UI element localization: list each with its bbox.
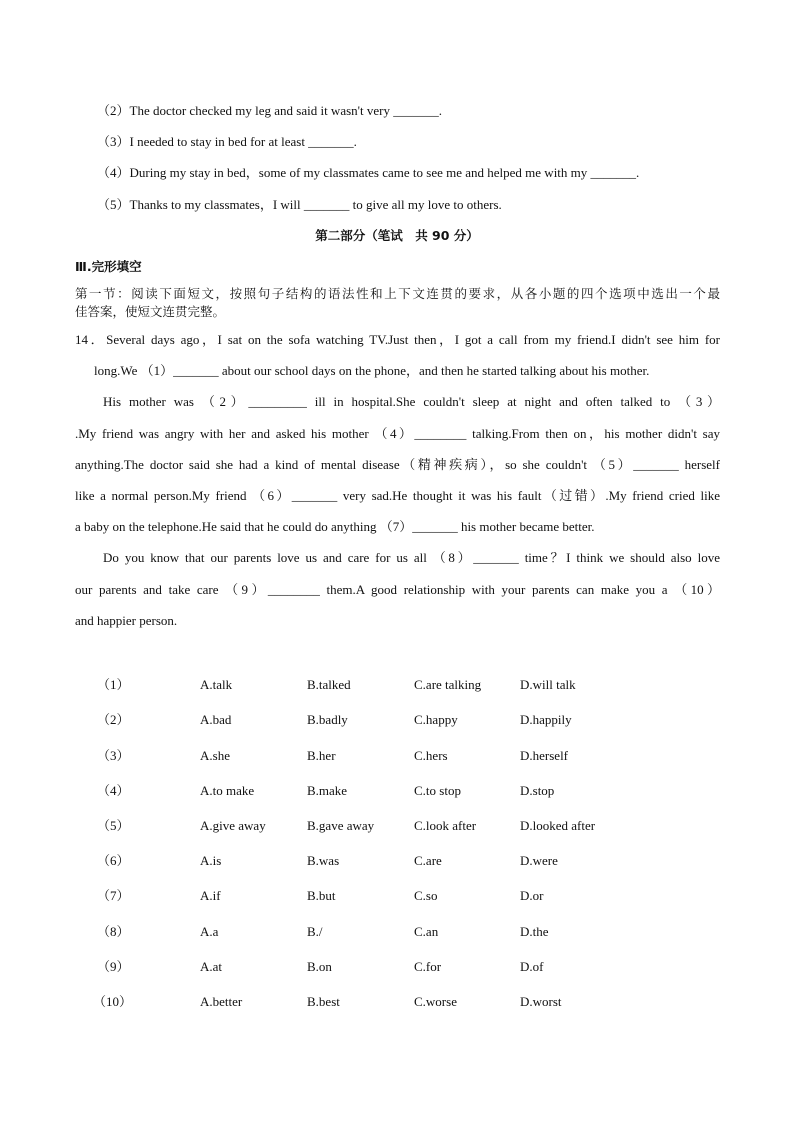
section-title: Ⅲ.完形填空 [75,259,142,274]
option-c[interactable]: C.are talking [414,677,482,692]
passage-line-6: like a normal person.My friend （6）_______ very sad.He thought it was his fault（过错）.My friend cried like [75,488,720,503]
option-d[interactable]: D.worst [520,994,562,1009]
option-d[interactable]: D.or [520,888,544,903]
option-a[interactable]: A.at [200,959,223,974]
option-d[interactable]: D.stop [520,783,555,798]
option-number: （6） [97,853,130,868]
passage-line-7: a baby on the telephone.He said that he could do anything （7）_______ his mother became better. [75,519,595,534]
option-d[interactable]: D.of [520,959,544,974]
option-number: （1） [97,677,130,692]
option-b[interactable]: B.best [307,994,340,1009]
passage-line-2: long.We （1）_______ about our school days on the phone，and then he started talking about his mother. [94,363,650,378]
option-number: （8） [97,924,130,939]
option-c[interactable]: C.look after [414,818,477,833]
option-a[interactable]: A.talk [200,677,233,692]
option-a[interactable]: A.is [200,853,222,868]
option-a[interactable]: A.to make [200,783,255,798]
option-c[interactable]: C.for [414,959,442,974]
passage-line-4: .My friend was angry with her and asked his mother （4）________ talking.From then on，his mother didn't say [75,426,720,441]
passage-line-9: our parents and take care （9）________ them.A good relationship with your parents can make you a （10） [75,582,720,597]
option-a[interactable]: A.if [200,888,221,903]
option-d[interactable]: D.happily [520,712,572,727]
option-number: （2） [97,712,130,727]
option-d[interactable]: D.the [520,924,549,939]
option-number: （4） [97,783,130,798]
option-number: （5） [97,818,130,833]
sentence-2: （2）The doctor checked my leg and said it wasn't very _______. [97,103,442,118]
option-b[interactable]: B.her [307,748,336,763]
option-b[interactable]: B.make [307,783,348,798]
option-number: （9） [97,959,130,974]
part-title: 第二部分（笔试 共 90 分） [315,228,479,243]
option-c[interactable]: C.happy [414,712,458,727]
passage-line-3: His mother was （2）_________ ill in hospital.She couldn't sleep at night and often talked to （3） [103,394,720,409]
instruction-line-2: 佳答案，使短文连贯完整。 [75,304,226,319]
option-a[interactable]: A.give away [200,818,266,833]
passage-line-8: Do you know that our parents love us and care for us all （8）_______ time？I think we should also love [103,550,720,565]
option-c[interactable]: C.to stop [414,783,461,798]
sentence-5: （5）Thanks to my classmates，I will _______ to give all my love to others. [97,197,502,212]
passage-line-1: 14．Several days ago，I sat on the sofa watching TV.Just then，I got a call from my friend.I didn't see him for [75,332,720,347]
option-c[interactable]: C.hers [414,748,448,763]
option-c[interactable]: C.an [414,924,439,939]
option-d[interactable]: D.were [520,853,558,868]
sentence-3: （3）I needed to stay in bed for at least _______. [97,134,357,149]
option-a[interactable]: A.better [200,994,243,1009]
option-number: （10） [93,994,133,1009]
sentence-4: （4）During my stay in bed，some of my classmates came to see me and helped me with my _______. [97,165,640,180]
option-a[interactable]: A.she [200,748,230,763]
option-number: （3） [97,748,130,763]
option-c[interactable]: C.worse [414,994,457,1009]
option-b[interactable]: B.on [307,959,332,974]
option-d[interactable]: D.herself [520,748,569,763]
instruction-line-1: 第一节：阅读下面短文，按照句子结构的语法性和上下文连贯的要求，从各小题的四个选项中选出一个最 [75,286,720,301]
option-b[interactable]: B./ [307,924,323,939]
option-d[interactable]: D.looked after [520,818,596,833]
passage-line-5: anything.The doctor said she had a kind of mental disease（精神疾病），so she couldn't （5）_______ herself [75,457,720,472]
option-b[interactable]: B.but [307,888,336,903]
option-b[interactable]: B.badly [307,712,348,727]
option-d[interactable]: D.will talk [520,677,576,692]
option-a[interactable]: A.bad [200,712,232,727]
option-b[interactable]: B.was [307,853,340,868]
option-b[interactable]: B.gave away [307,818,375,833]
option-b[interactable]: B.talked [307,677,351,692]
option-number: （7） [97,888,130,903]
option-c[interactable]: C.are [414,853,442,868]
passage-line-10: and happier person. [75,613,178,628]
option-a[interactable]: A.a [200,924,219,939]
option-c[interactable]: C.so [414,888,438,903]
